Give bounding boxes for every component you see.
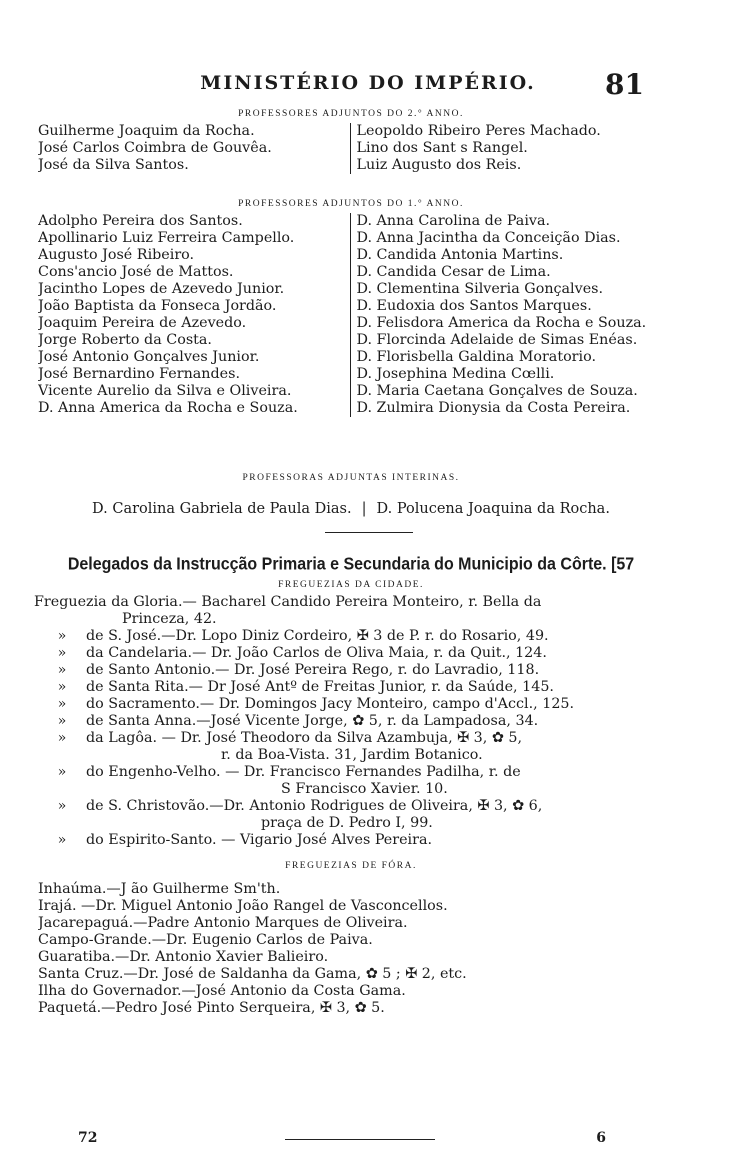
- footer-page-number: 72: [78, 1130, 98, 1146]
- page-header: [0, 68, 736, 106]
- left-column: [38, 213, 350, 417]
- right-column: [350, 213, 665, 417]
- name-line: Joaquim Pereira de Azevedo.: [38, 315, 247, 331]
- ditto-mark: »: [57, 713, 67, 729]
- entry-text: de S. Christovão.—Dr. Antonio Rodrigues de Oliveira, ✠ 3, ✿ 6,: [86, 798, 543, 814]
- name-line: Cons'ancio José de Mattos.: [38, 264, 234, 280]
- ditto-mark: »: [57, 662, 67, 678]
- name-line: Leopoldo Ribeiro Peres Machado.: [356, 123, 601, 139]
- name-line: D. Anna America da Rocha e Souza.: [38, 400, 298, 416]
- name-line: Jorge Roberto da Costa.: [38, 332, 212, 348]
- signature-mark: 6: [596, 1130, 606, 1146]
- parish-entry: [38, 713, 664, 730]
- section-heading: FREGUEZIAS DA CIDADE.: [278, 580, 424, 590]
- entry-text: do Espirito-Santo. — Vigario José Alves Pereira.: [86, 832, 433, 848]
- name-line: Adolpho Pereira dos Santos.: [38, 213, 243, 229]
- name-line: D. Anna Jacintha da Conceição Dias.: [356, 230, 621, 246]
- ditto-mark: »: [57, 798, 67, 814]
- section-heading: PROFESSORES ADJUNTOS DO 2.° ANNO.: [238, 109, 464, 119]
- list-item: Campo-Grande.—Dr. Eugenio Carlos de Paiva.: [38, 932, 373, 948]
- name-line: João Baptista da Fonseca Jordão.: [38, 298, 277, 314]
- separator: |: [361, 501, 367, 517]
- section-adjuntos-1: [38, 196, 664, 417]
- name-line: Jacintho Lopes de Azevedo Junior.: [38, 281, 285, 297]
- parish-entry: [38, 662, 664, 679]
- name-line: D. Anna Carolina de Paiva.: [356, 213, 551, 229]
- name-line: Lino dos Sant s Rangel.: [356, 140, 528, 156]
- name-line: Vicente Aurelio da Silva e Oliveira.: [38, 383, 292, 399]
- parish-entry: [38, 696, 664, 713]
- ditto-mark: »: [57, 764, 67, 780]
- name-line: Augusto José Ribeiro.: [38, 247, 195, 263]
- ditto-mark: »: [57, 679, 67, 695]
- entry-continuation: praça de D. Pedro I, 99.: [261, 815, 433, 831]
- right-column: [350, 123, 665, 174]
- name-line: José Carlos Coimbra de Gouvêa.: [38, 140, 272, 156]
- name-line: D. Josephina Medina Cœlli.: [356, 366, 555, 382]
- ditto-mark: »: [57, 730, 67, 746]
- name-line: José Antonio Gonçalves Junior.: [38, 349, 260, 365]
- section-heading: FREGUEZIAS DE FÓRA.: [285, 861, 417, 871]
- name-line: Guilherme Joaquim da Rocha.: [38, 123, 255, 139]
- entry-continuation: Princeza, 42.: [122, 611, 217, 627]
- entry-text: de Santo Antonio.— Dr. José Pereira Rego, r. do Lavradio, 118.: [86, 662, 540, 678]
- entry-continuation: r. da Boa-Vista. 31, Jardim Botanico.: [221, 747, 483, 763]
- name-line: D. Carolina Gabriela de Paula Dias.: [92, 501, 352, 517]
- list-item: Irajá. —Dr. Miguel Antonio João Rangel de Vasconcellos.: [38, 898, 448, 914]
- name-line: D. Felisdora America da Rocha e Souza.: [356, 315, 647, 331]
- name-line: Apollinario Luiz Ferreira Campello.: [38, 230, 295, 246]
- entry-text: Freguezia da Gloria.— Bacharel Candido Pereira Monteiro, r. Bella da: [34, 594, 542, 610]
- entry-text: do Sacramento.— Dr. Domingos Jacy Monteiro, campo d'Accl., 125.: [86, 696, 575, 712]
- left-column: [38, 123, 350, 174]
- section-adjuntos-2: [38, 106, 664, 174]
- section-delegados: [34, 555, 664, 1017]
- section-heading: PROFESSORES ADJUNTOS DO 1.° ANNO.: [238, 199, 464, 209]
- list-item: Paquetá.—Pedro José Pinto Serqueira, ✠ 3, ✿ 5.: [38, 1000, 385, 1016]
- name-line: José Bernardino Fernandes.: [38, 366, 240, 382]
- page-title: MINISTÉRIO DO IMPÉRIO.: [200, 72, 536, 94]
- parish-entry: [34, 594, 664, 628]
- footer-rule: [285, 1139, 435, 1140]
- name-line: D. Florcinda Adelaide de Simas Enéas.: [356, 332, 638, 348]
- entry-text: de S. José.—Dr. Lopo Diniz Cordeiro, ✠ 3 de P. r. do Rosario, 49.: [86, 628, 549, 644]
- parish-entry: [38, 764, 664, 798]
- name-line: D. Polucena Joaquina da Rocha.: [376, 501, 610, 517]
- parish-entry: [38, 679, 664, 696]
- parish-entry: [38, 730, 664, 764]
- list-item: Guaratiba.—Dr. Antonio Xavier Balieiro.: [38, 949, 329, 965]
- delegados-title: Delegados da Instrucção Primaria e Secundaria do Municipio da Côrte. [57: [67, 555, 635, 574]
- ditto-mark: »: [57, 832, 67, 848]
- entry-text: da Lagôa. — Dr. José Theodoro da Silva Azambuja, ✠ 3, ✿ 5,: [86, 730, 523, 746]
- name-line: D. Eudoxia dos Santos Marques.: [356, 298, 592, 314]
- entry-text: de Santa Anna.—José Vicente Jorge, ✿ 5, r. da Lampadosa, 34.: [86, 713, 539, 729]
- name-line: D. Zulmira Dionysia da Costa Pereira.: [356, 400, 631, 416]
- outer-parishes-list: [38, 881, 664, 1017]
- entry-text: de Santa Rita.— Dr José Antº de Freitas Junior, r. da Saúde, 145.: [86, 679, 554, 695]
- section-interinas: [38, 470, 664, 518]
- name-line: D. Maria Caetana Gonçalves de Souza.: [356, 383, 638, 399]
- entry-continuation: S Francisco Xavier. 10.: [281, 781, 448, 797]
- ditto-mark: »: [57, 628, 67, 644]
- entry-text: do Engenho-Velho. — Dr. Francisco Fernandes Padilha, r. de: [86, 764, 521, 780]
- name-line: Luiz Augusto dos Reis.: [356, 157, 522, 173]
- parish-entry: [38, 628, 664, 645]
- parish-entry: [38, 645, 664, 662]
- ditto-mark: »: [57, 696, 67, 712]
- list-item: Inhaúma.—J ão Guilherme Sm'th.: [38, 881, 281, 897]
- name-line: D. Florisbella Galdina Moratorio.: [356, 349, 596, 365]
- list-item: Jacarepaguá.—Padre Antonio Marques de Oliveira.: [38, 915, 408, 931]
- section-heading: PROFESSORAS ADJUNTAS INTERINAS.: [242, 473, 460, 483]
- entry-text: da Candelaria.— Dr. João Carlos de Oliva Maia, r. da Quit., 124.: [86, 645, 547, 661]
- name-line: José da Silva Santos.: [38, 157, 189, 173]
- list-item: Ilha do Governador.—José Antonio da Costa Gama.: [38, 983, 406, 999]
- name-line: D. Candida Cesar de Lima.: [356, 264, 551, 280]
- parish-entry: [38, 798, 664, 832]
- divider: [325, 532, 413, 533]
- page-number: 81: [605, 68, 644, 101]
- name-line: D. Clementina Silveria Gonçalves.: [356, 281, 604, 297]
- ditto-mark: »: [57, 645, 67, 661]
- parish-entry: [38, 832, 664, 849]
- name-line: D. Candida Antonia Martins.: [356, 247, 564, 263]
- list-item: Santa Cruz.—Dr. José de Saldanha da Gama, ✿ 5 ; ✠ 2, etc.: [38, 966, 467, 982]
